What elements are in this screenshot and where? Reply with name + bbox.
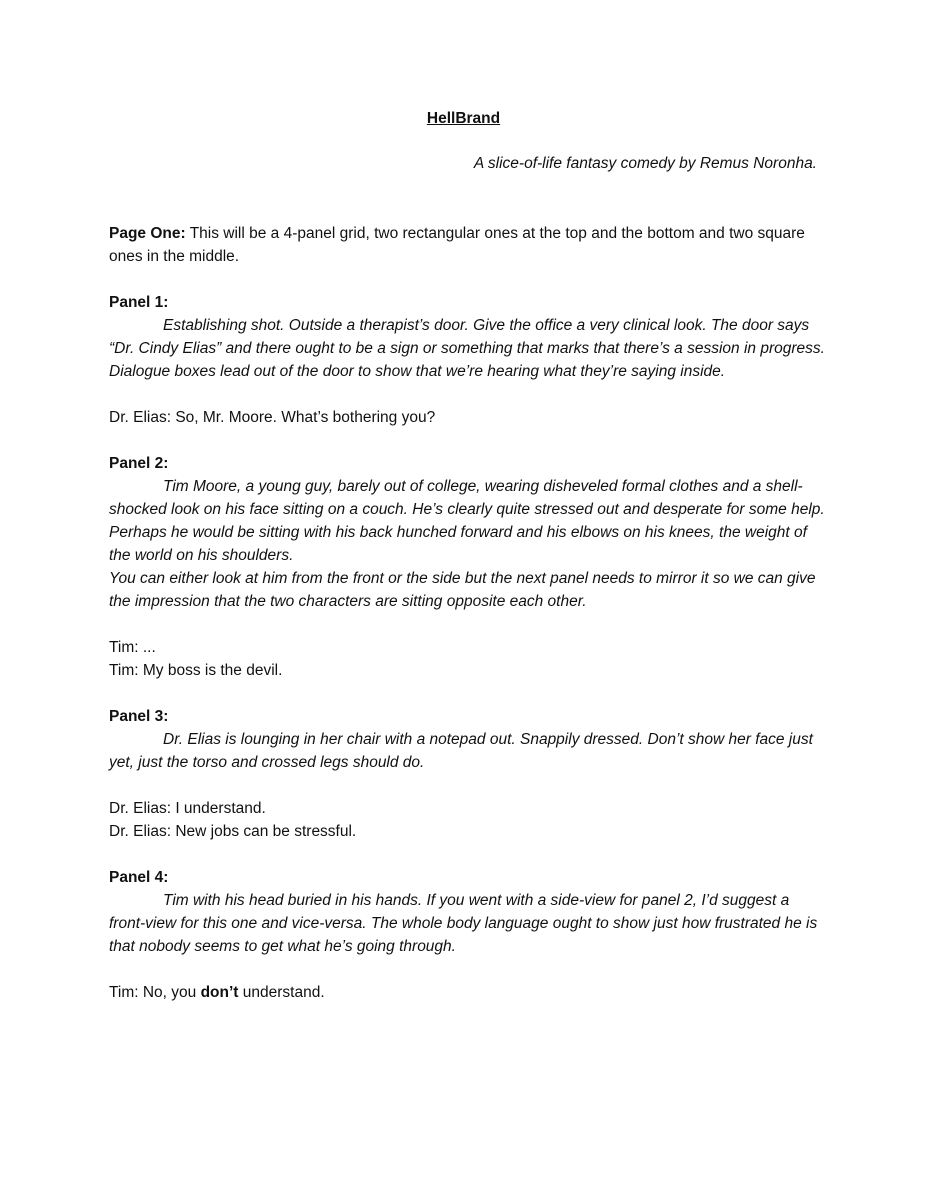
page-one-label: Page One: bbox=[109, 225, 186, 242]
document-title: HellBrand bbox=[426, 110, 501, 127]
panel-2 bbox=[109, 452, 827, 682]
dialogue-line: Dr. Elias: I understand. bbox=[109, 800, 266, 817]
page-one-text: This will be a 4-panel grid, two rectangular ones at the top and the bottom and two square ones in the middle. bbox=[109, 225, 805, 265]
panel-description: Establishing shot. Outside a therapist’s door. Give the office a very clinical look. The door says “Dr. Cindy Elias” and there ought to be a sign or something that marks that there’s a session in progress. Dialogue boxes lead out of the door to show that we’re hearing what they’re saying inside. bbox=[109, 317, 825, 380]
panel-description: Tim Moore, a young guy, barely out of college, wearing disheveled formal clothes and a shell-shocked look on his face sitting on a couch. He’s clearly quite stressed out and desperate for some help. Perhaps he would be sitting with his back hunched forward and his elbows on his knees, the weight of the world on his shoulders. bbox=[109, 478, 825, 564]
dialogue-line: Tim: No, you don’t understand. bbox=[109, 984, 325, 1001]
dialogue-line: Tim: My boss is the devil. bbox=[109, 662, 283, 679]
script-body bbox=[109, 222, 827, 1004]
panel-4 bbox=[109, 866, 827, 1004]
document-subtitle: A slice-of-life fantasy comedy by Remus Noronha. bbox=[473, 155, 817, 172]
panel-description: Dr. Elias is lounging in her chair with a notepad out. Snappily dressed. Don’t show her face just yet, just the torso and crossed legs should do. bbox=[109, 731, 813, 771]
dialogue-line: Tim: ... bbox=[109, 639, 156, 656]
page-one-intro bbox=[109, 222, 827, 268]
panel-label: Panel 3: bbox=[109, 708, 169, 725]
dialogue-line: Dr. Elias: So, Mr. Moore. What’s bothering you? bbox=[109, 409, 436, 426]
emphasis: don’t bbox=[200, 984, 239, 1001]
panel-label: Panel 4: bbox=[109, 869, 169, 886]
panel-1 bbox=[109, 291, 827, 429]
panel-description: Tim with his head buried in his hands. If you went with a side-view for panel 2, I’d suggest a front-view for this one and vice-versa. The whole body language ought to show just how frustrated he is that nobody seems to get what he’s going through. bbox=[109, 892, 818, 955]
panel-3 bbox=[109, 705, 827, 843]
panel-label: Panel 1: bbox=[109, 294, 169, 311]
dialogue-line: Dr. Elias: New jobs can be stressful. bbox=[109, 823, 357, 840]
panel-description-note: You can either look at him from the front or the side but the next panel needs to mirror it so we can give the impression that the two characters are sitting opposite each other. bbox=[109, 570, 816, 610]
panel-label: Panel 2: bbox=[109, 455, 169, 472]
